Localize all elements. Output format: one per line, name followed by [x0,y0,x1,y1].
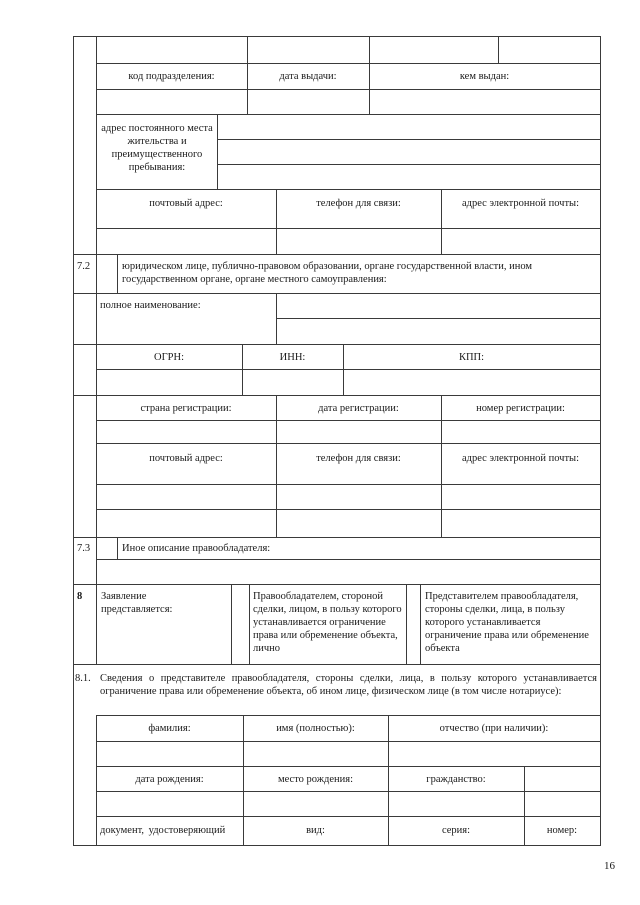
surname-input[interactable] [97,742,243,766]
reg-date-input[interactable] [277,421,441,443]
first-name-input[interactable] [244,742,388,766]
postal-address-input[interactable] [97,229,276,254]
doc-number-label: номер: [546,825,578,836]
full-name-label: полное наименование: [100,300,201,311]
doc-type-label: вид: [306,825,325,836]
id-document-label: документ, удостоверяющий [100,825,226,836]
org-email-input-2[interactable] [442,510,600,537]
other-description-input[interactable] [97,560,600,584]
reg-number-label: номер регистрации: [476,403,565,414]
full-name-input-1[interactable] [277,294,600,318]
org-email-input-1[interactable] [442,485,600,509]
section-7-2-title: юридическом лице, публично-правовом образовании, органе государственной власти, ином государственном органе, органе местного самоуправления: [122,261,533,285]
representative-option-text: Представителем правообладателя, стороны сделки, лица, в пользу которого устанавливается ограничение права или обременение объекта [425,591,589,654]
residence-label: адрес постоянного места жительства и преимущественного пребывания: [101,123,213,173]
inn-label: ИНН: [279,352,306,363]
org-email-label: адрес электронной почты: [461,453,580,464]
phone-input[interactable] [277,229,441,254]
org-postal-input-1[interactable] [97,485,276,509]
email-label: адрес электронной почты: [461,198,580,209]
submitted-by-label: Заявление представляется: [101,591,173,615]
full-name-input-2[interactable] [277,319,600,344]
residence-input-1[interactable] [218,115,600,139]
personally-option-text: Правообладателем, стороной сделки, лицом, в пользу которого устанавливается ограничение права или обременение объекта, лично [253,591,402,654]
representative-checkbox[interactable] [407,585,420,664]
citizenship-value-input[interactable] [389,792,600,816]
issued-by-label: кем выдан: [459,71,510,82]
issue-date-input[interactable] [248,90,369,114]
birth-place-label: место рождения: [277,774,354,785]
residence-input-3[interactable] [218,165,600,189]
patronymic-label: отчество (при наличии): [439,723,549,734]
surname-label: фамилия: [148,723,191,734]
section-8-number: 8 [77,591,83,602]
code-label: код подразделения: [128,71,215,82]
first-name-label: имя (полностью): [276,723,355,734]
citizenship-label: гражданство: [426,774,486,785]
residence-input-2[interactable] [218,140,600,164]
section-8-1-title: Сведения о представителе правообладателя, стороны сделки, лица, в пользу которого устанавливается ограничение права или обременение объекта, об ином лице, физическом лице (в том числе нотариусе): [100,673,597,697]
reg-number-input[interactable] [442,421,600,443]
email-input[interactable] [442,229,600,254]
page-number: 16 [604,860,615,872]
doc-series-label: серия: [441,825,471,836]
section-7-3-checkbox[interactable] [97,538,117,559]
citizenship-input[interactable] [525,767,600,791]
section-7-2-number: 7.2 [77,261,91,272]
birth-date-input[interactable] [97,792,243,816]
org-phone-input-1[interactable] [277,485,441,509]
birth-date-label: дата рождения: [135,774,204,785]
org-phone-label: телефон для связи: [316,453,401,464]
ogrn-input[interactable] [97,370,242,395]
section-7-3-number: 7.3 [77,543,91,554]
ogrn-label: ОГРН: [154,352,184,363]
issued-by-input[interactable] [370,90,600,114]
postal-address-label: почтовый адрес: [149,198,223,209]
org-phone-input-2[interactable] [277,510,441,537]
kpp-label: КПП: [458,352,485,363]
org-postal-label: почтовый адрес: [149,453,223,464]
section-8-1-number: 8.1. [75,673,91,684]
country-input[interactable] [97,421,276,443]
country-label: страна регистрации: [140,403,232,414]
personally-checkbox[interactable] [232,585,249,664]
phone-label: телефон для связи: [316,198,401,209]
section-7-2-checkbox[interactable] [97,255,117,293]
birth-place-input[interactable] [244,792,388,816]
org-postal-input-2[interactable] [97,510,276,537]
section-7-3-title: Иное описание правообладателя: [122,543,271,554]
inn-input[interactable] [243,370,343,395]
kpp-input[interactable] [344,370,600,395]
issue-date-label: дата выдачи: [279,71,337,82]
patronymic-input[interactable] [389,742,600,766]
code-input[interactable] [97,90,247,114]
reg-date-label: дата регистрации: [318,403,399,414]
